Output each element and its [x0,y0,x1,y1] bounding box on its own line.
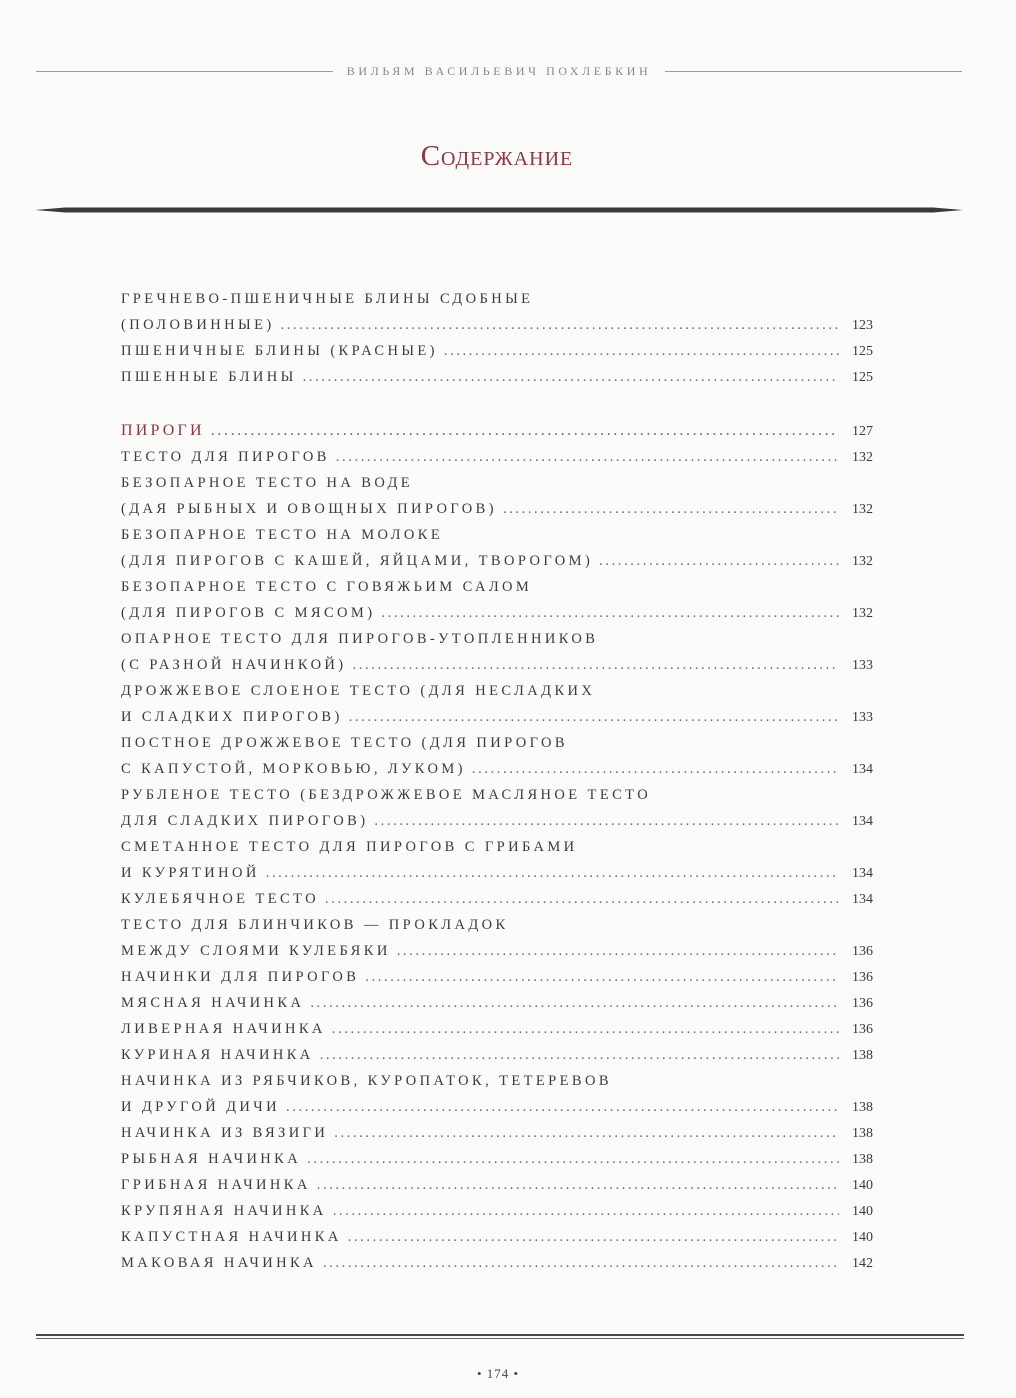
toc-entry-label: ДЛЯ СЛАДКИХ ПИРОГОВ) [121,813,369,829]
toc-entry-label: (ДАЯ РЫБНЫХ И ОВОЩНЫХ ПИРОГОВ) [121,501,497,517]
toc-entry [121,522,873,548]
toc-leader-dots [310,990,839,1016]
toc-entry-page: 134 [852,762,873,777]
toc-entry-page: 133 [852,658,873,673]
toc-entry-label: (ДЛЯ ПИРОГОВ С КАШЕЙ, ЯЙЦАМИ, ТВОРОГОМ) [121,553,594,569]
toc-entry-page: 140 [852,1230,873,1245]
toc-entry-label: И КУРЯТИНОЙ [121,865,260,881]
toc-entry-label: БЕЗОПАРНОЕ ТЕСТО НА МОЛОКЕ [121,527,444,543]
toc-entry [121,338,873,364]
toc-leader-dots [472,756,839,782]
toc-entry-page: 132 [852,502,873,517]
toc-entry-page: 134 [852,866,873,881]
toc-entry [121,1042,873,1068]
toc-entry [121,548,873,574]
toc-entry-page: 136 [852,944,873,959]
toc-entry-page: 133 [852,710,873,725]
toc-entry [121,626,873,652]
toc-entry [121,912,873,938]
toc-section-heading [121,418,873,444]
toc-entry [121,364,873,390]
toc-leader-dots [381,600,839,626]
toc-entry-label: МАКОВАЯ НАЧИНКА [121,1255,317,1271]
toc-leader-dots [266,860,839,886]
toc-entry-page: 138 [852,1048,873,1063]
toc-entry-label: ПИРОГИ [121,422,205,439]
toc-entry-page: 138 [852,1152,873,1167]
toc-entry [121,1068,873,1094]
toc-entry-page: 142 [852,1256,873,1271]
toc-entry-page: 140 [852,1204,873,1219]
toc-entry [121,652,873,678]
toc-entry-page: 136 [852,996,873,1011]
toc-entry-page: 132 [852,554,873,569]
toc-entry-label: МЯСНАЯ НАЧИНКА [121,995,305,1011]
toc-entry-label: (С РАЗНОЙ НАЧИНКОЙ) [121,657,347,673]
toc-entry-label: ПШЕНИЧНЫЕ БЛИНЫ (КРАСНЫЕ) [121,343,438,359]
toc-entry-page: 136 [852,1022,873,1037]
toc-entry-label: И ДРУГОЙ ДИЧИ [121,1099,281,1115]
toc-entry [121,1172,873,1198]
toc-entry [121,860,873,886]
toc-entry [121,1198,873,1224]
toc-leader-dots [444,338,839,364]
toc-leader-dots [332,1016,839,1042]
toc-entry [121,286,873,312]
toc-entry [121,496,873,522]
toc-entry [121,834,873,860]
bottom-rule [36,1334,964,1340]
table-of-contents [121,286,873,1276]
toc-entry-label: С КАПУСТОЙ, МОРКОВЬЮ, ЛУКОМ) [121,761,466,777]
toc-entry [121,1146,873,1172]
running-header [36,56,962,86]
toc-entry-page: 138 [852,1100,873,1115]
toc-entry [121,886,873,912]
toc-leader-dots [353,652,839,678]
toc-entry-label: КУРИНАЯ НАЧИНКА [121,1047,314,1063]
toc-leader-dots [348,1224,839,1250]
toc-entry-label: СМЕТАННОЕ ТЕСТО ДЛЯ ПИРОГОВ С ГРИБАМИ [121,839,578,855]
toc-entry-label: МЕЖДУ СЛОЯМИ КУЛЕБЯКИ [121,943,391,959]
toc-entry-label: БЕЗОПАРНОЕ ТЕСТО НА ВОДЕ [121,475,414,491]
toc-entry-label: ДРОЖЖЕВОЕ СЛОЕНОЕ ТЕСТО (ДЛЯ НЕСЛАДКИХ [121,683,596,699]
toc-leader-dots [281,312,839,338]
page-title: Содержание [420,140,574,172]
toc-leader-dots [397,938,839,964]
toc-entry-page: 134 [852,892,873,907]
toc-entry [121,312,873,338]
toc-entry-label: ЛИВЕРНАЯ НАЧИНКА [121,1021,326,1037]
toc-entry-page: 127 [852,424,873,439]
toc-leader-dots [336,444,839,470]
header-rule-right [665,71,962,72]
toc-entry-page: 123 [852,318,873,333]
toc-entry [121,574,873,600]
toc-entry [121,600,873,626]
toc-entry [121,756,873,782]
toc-entry-page: 136 [852,970,873,985]
header-rule-left [36,71,333,72]
toc-leader-dots [307,1146,839,1172]
toc-entry-label: БЕЗОПАРНОЕ ТЕСТО С ГОВЯЖЬИМ САЛОМ [121,579,533,595]
toc-entry-label: КРУПЯНАЯ НАЧИНКА [121,1203,327,1219]
toc-entry-label: КУЛЕБЯЧНОЕ ТЕСТО [121,891,319,907]
toc-entry-label: РУБЛЕНОЕ ТЕСТО (БЕЗДРОЖЖЕВОЕ МАСЛЯНОЕ ТЕСТО [121,787,652,803]
toc-leader-dots [323,1250,839,1276]
header-author: ВИЛЬЯМ ВАСИЛЬЕВИЧ ПОХЛЕБКИН [346,63,652,78]
toc-entry [121,964,873,990]
toc-leader-dots [325,886,839,912]
toc-entry [121,1094,873,1120]
toc-entry [121,990,873,1016]
toc-entry-page: 132 [852,450,873,465]
toc-entry [121,470,873,496]
toc-entry [121,730,873,756]
title-rule [35,206,963,214]
toc-entry-label: НАЧИНКА ИЗ ВЯЗИГИ [121,1125,329,1141]
toc-entry-label: РЫБНАЯ НАЧИНКА [121,1151,302,1167]
toc-entry-label: НАЧИНКА ИЗ РЯБЧИКОВ, КУРОПАТОК, ТЕТЕРЕВОВ [121,1073,612,1089]
toc-entry-label: ОПАРНОЕ ТЕСТО ДЛЯ ПИРОГОВ-УТОПЛЕННИКОВ [121,631,599,647]
toc-entry-label: НАЧИНКИ ДЛЯ ПИРОГОВ [121,969,360,985]
toc-entry [121,808,873,834]
toc-entry-page: 140 [852,1178,873,1193]
toc-leader-dots [349,704,839,730]
toc-entry-label: ТЕСТО ДЛЯ БЛИНЧИКОВ — ПРОКЛАДОК [121,917,509,933]
toc-entry-label: (ПОЛОВИННЫЕ) [121,317,275,333]
toc-entry [121,1120,873,1146]
toc-leader-dots [303,364,839,390]
toc-leader-dots [365,964,839,990]
toc-entry [121,704,873,730]
toc-entry [121,1224,873,1250]
toc-leader-dots [334,1120,839,1146]
page-number: • 174 • [476,1366,520,1381]
toc-entry [121,444,873,470]
toc-entry-page: 125 [852,370,873,385]
toc-leader-dots [503,496,839,522]
toc-entry [121,938,873,964]
toc-entry-label: (ДЛЯ ПИРОГОВ С МЯСОМ) [121,605,376,621]
toc-entry-label: ПОСТНОЕ ДРОЖЖЕВОЕ ТЕСТО (ДЛЯ ПИРОГОВ [121,735,569,751]
toc-entry-page: 138 [852,1126,873,1141]
toc-leader-dots [320,1042,839,1068]
toc-entry [121,1250,873,1276]
toc-entry-label: И СЛАДКИХ ПИРОГОВ) [121,709,343,725]
toc-entry [121,1016,873,1042]
toc-leader-dots [211,418,839,444]
toc-entry-label: КАПУСТНАЯ НАЧИНКА [121,1229,342,1245]
section-gap [121,390,873,418]
toc-leader-dots [286,1094,839,1120]
toc-entry [121,678,873,704]
toc-entry-page: 132 [852,606,873,621]
toc-entry [121,782,873,808]
toc-entry-page: 125 [852,344,873,359]
toc-entry-label: ПШЕННЫЕ БЛИНЫ [121,369,297,385]
toc-entry-label: ГРЕЧНЕВО-ПШЕНИЧНЫЕ БЛИНЫ СДОБНЫЕ [121,291,534,307]
toc-leader-dots [374,808,839,834]
toc-leader-dots [333,1198,839,1224]
toc-entry-page: 134 [852,814,873,829]
toc-leader-dots [317,1172,839,1198]
toc-entry-label: ТЕСТО ДЛЯ ПИРОГОВ [121,449,330,465]
toc-entry-label: ГРИБНАЯ НАЧИНКА [121,1177,311,1193]
toc-leader-dots [599,548,839,574]
